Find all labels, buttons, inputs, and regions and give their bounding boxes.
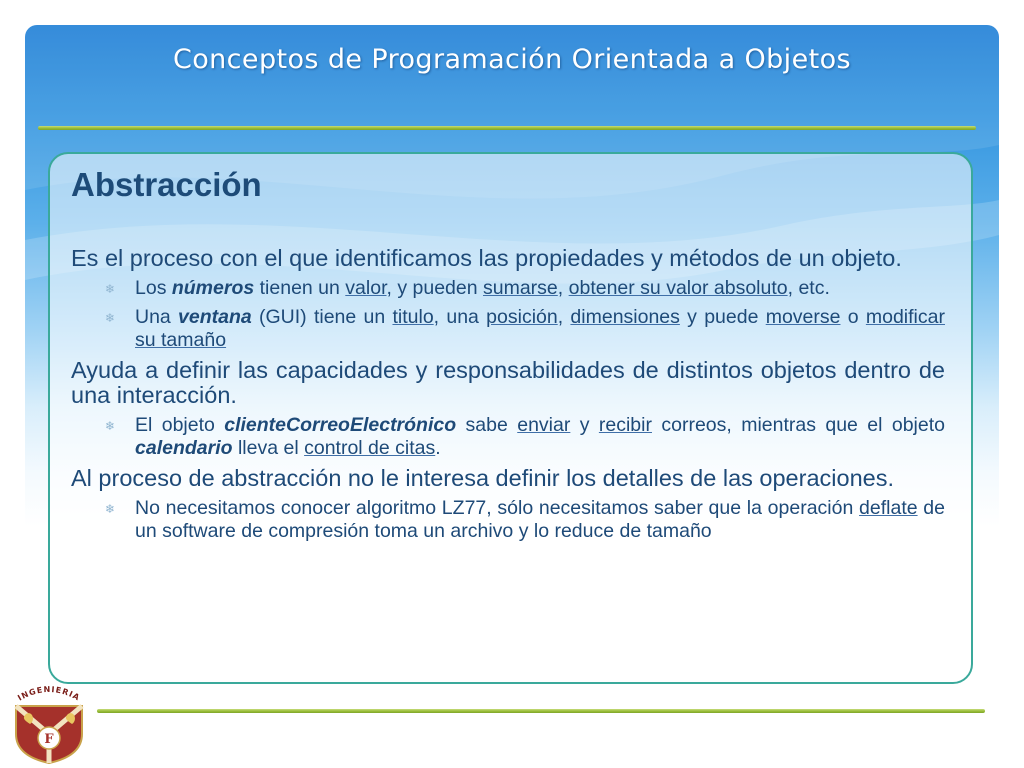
paragraph-details: Al proceso de abstracción no le interesa definir los detalles de las operaciones. bbox=[71, 465, 894, 491]
bullet-window bbox=[71, 306, 945, 352]
snowflake-bullet-icon: ❄ bbox=[105, 282, 116, 296]
bullet-text: No necesitamos conocer algoritmo LZ77, sólo necesitamos saber que la operación bbox=[135, 497, 860, 519]
term-move: moverse bbox=[765, 306, 841, 328]
bullet-mail-client bbox=[71, 414, 945, 460]
term-mail-client: clienteCorreoElectrónico bbox=[224, 414, 457, 436]
bullet-text: . bbox=[435, 437, 441, 459]
footer-divider bbox=[97, 709, 985, 713]
term-value: valor bbox=[345, 277, 387, 299]
bullet-text: , etc. bbox=[787, 277, 830, 299]
bullet-text: , bbox=[557, 306, 571, 328]
term-absolute-value: obtener su valor absoluto bbox=[568, 277, 788, 299]
term-deflate: deflate bbox=[859, 497, 918, 519]
paragraph-responsibilities: Ayuda a definir las capacidades y responsabilidades de distintos objetos dentro de una interacción. bbox=[71, 357, 945, 408]
slide-title: Conceptos de Programación Orientada a Objetos bbox=[173, 44, 851, 75]
snowflake-bullet-icon: ❄ bbox=[105, 502, 116, 516]
bullet-text: correos, mientras que el objeto bbox=[651, 414, 945, 436]
bullet-text: o bbox=[840, 306, 866, 328]
bullet-text: Una bbox=[135, 306, 179, 328]
bullet-text: (GUI) tiene un bbox=[251, 306, 393, 328]
term-title: titulo bbox=[392, 306, 434, 328]
bullet-text: Los bbox=[135, 277, 172, 299]
bullet-text: sabe bbox=[456, 414, 518, 436]
bullet-text: , bbox=[557, 277, 569, 299]
term-numbers: números bbox=[171, 277, 255, 299]
logo-letter: F bbox=[44, 732, 54, 747]
faculty-logo bbox=[10, 680, 88, 764]
term-calendar: calendario bbox=[135, 437, 233, 459]
svg-text:INGENIERIA bbox=[16, 685, 82, 703]
term-dimensions: dimensiones bbox=[570, 306, 680, 328]
logo-text: INGENIERIA bbox=[16, 684, 82, 703]
bullet-text: El objeto bbox=[135, 414, 225, 436]
bullet-text: de un software de compresión toma un archivo y lo reduce de tamaño bbox=[135, 497, 945, 542]
term-receive: recibir bbox=[598, 414, 652, 436]
term-position: posición bbox=[486, 306, 558, 328]
bullet-text: lleva el bbox=[232, 437, 305, 459]
section-heading: Abstracción bbox=[71, 166, 262, 203]
bullet-text: , una bbox=[433, 306, 487, 328]
bullet-deflate bbox=[71, 497, 945, 543]
term-resize: modificar su tamaño bbox=[135, 306, 945, 351]
term-add: sumarse bbox=[483, 277, 558, 299]
term-appointments: control de citas bbox=[304, 437, 436, 459]
bullet-text: tienen un bbox=[254, 277, 346, 299]
snowflake-bullet-icon: ❄ bbox=[105, 419, 116, 433]
term-window: ventana bbox=[178, 306, 252, 328]
bullet-text: y bbox=[570, 414, 599, 436]
bullet-text: y puede bbox=[679, 306, 766, 328]
paragraph-definition: Es el proceso con el que identificamos las propiedades y métodos de un objeto. bbox=[71, 245, 902, 271]
title-divider bbox=[38, 126, 976, 130]
bullet-numbers bbox=[71, 277, 945, 300]
term-send: enviar bbox=[517, 414, 571, 436]
slide-body bbox=[71, 246, 945, 549]
snowflake-bullet-icon: ❄ bbox=[105, 311, 116, 325]
bullet-text: , y pueden bbox=[386, 277, 483, 299]
